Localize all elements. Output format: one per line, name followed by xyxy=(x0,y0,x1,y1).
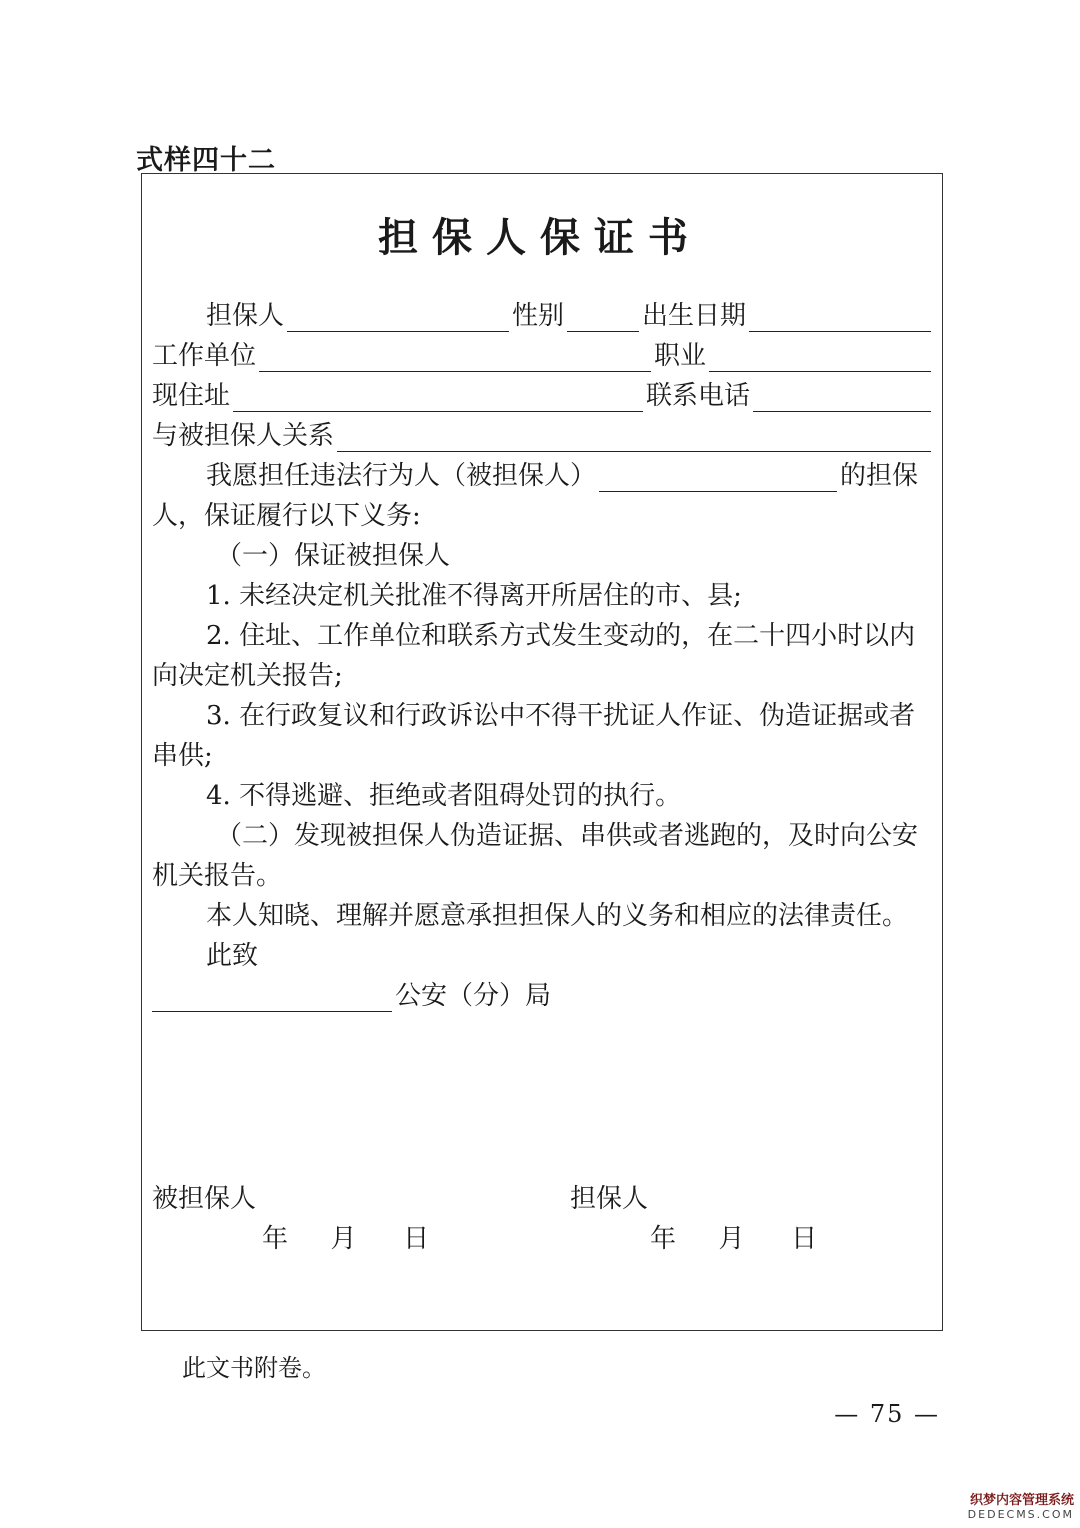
phone-blank[interactable] xyxy=(753,385,931,412)
obligation-item-2-line-1: 2. 住址、工作单位和联系方式发生变动的，在二十四小时以内 xyxy=(206,621,916,651)
pledge-row xyxy=(206,458,934,492)
month-label: 月 xyxy=(718,1224,745,1254)
offender-date xyxy=(262,1218,429,1255)
field-row-work-unit xyxy=(152,338,934,372)
guarantor-signature-label: 担保人 xyxy=(570,1184,649,1214)
salutation: 此致 xyxy=(206,941,259,971)
address-blank[interactable] xyxy=(233,385,643,412)
gender-label: 性别 xyxy=(512,301,565,331)
field-row-address xyxy=(152,378,934,412)
year-label: 年 xyxy=(262,1224,289,1254)
obligation-item-4: 4. 不得逃避、拒绝或者阻碍处罚的执行。 xyxy=(206,781,682,811)
footnote: 此文书附卷。 xyxy=(182,1354,326,1382)
section-two-line-2: 机关报告。 xyxy=(152,861,283,891)
relation-blank[interactable] xyxy=(337,425,931,452)
day-label: 日 xyxy=(403,1224,430,1254)
guarantor-label: 担保人 xyxy=(206,301,285,331)
occupation-label: 职业 xyxy=(654,341,707,371)
relation-label: 与被担保人关系 xyxy=(152,421,335,451)
statement: 本人知晓、理解并愿意承担担保人的义务和相应的法律责任。 xyxy=(206,901,909,931)
section-one-heading: （一）保证被担保人 xyxy=(216,541,451,571)
obligation-item-2-line-2: 向决定机关报告; xyxy=(152,661,343,691)
guarantor-date xyxy=(650,1218,817,1255)
work-unit-label: 工作单位 xyxy=(152,341,257,371)
page-number: — 75 — xyxy=(834,1400,940,1428)
watermark-line-1: 织梦内容管理系统 xyxy=(969,1493,1074,1508)
form-code: 式样四十二 xyxy=(136,145,276,176)
police-station-blank[interactable] xyxy=(152,985,392,1012)
birth-date-blank[interactable] xyxy=(749,305,931,332)
pledge-text-end: 的担保 xyxy=(840,461,919,491)
pledge-text-start: 我愿担任违法行为人（被担保人） xyxy=(206,461,597,491)
obligation-item-3-line-2: 串供; xyxy=(152,741,213,771)
document-title: 担保人保证书 xyxy=(378,214,702,261)
field-row-relation xyxy=(152,418,934,452)
pledge-continuation: 人，保证履行以下义务: xyxy=(152,501,421,531)
offender-signature-label: 被担保人 xyxy=(152,1184,257,1214)
month-label: 月 xyxy=(330,1224,357,1254)
work-unit-blank[interactable] xyxy=(259,345,651,372)
occupation-blank[interactable] xyxy=(709,345,931,372)
recipient-row xyxy=(152,978,551,1012)
guarantor-blank[interactable] xyxy=(287,305,509,332)
field-row-guarantor xyxy=(206,298,934,332)
offender-name-blank[interactable] xyxy=(599,465,837,492)
birth-date-label: 出生日期 xyxy=(642,301,747,331)
gender-blank[interactable] xyxy=(567,305,639,332)
obligation-item-1: 1. 未经决定机关批准不得离开所居住的市、县; xyxy=(206,581,742,611)
recipient-suffix: 公安（分）局 xyxy=(395,981,552,1011)
day-label: 日 xyxy=(791,1224,818,1254)
phone-label: 联系电话 xyxy=(646,381,751,411)
obligation-item-3-line-1: 3. 在行政复议和行政诉讼中不得干扰证人作证、伪造证据或者 xyxy=(206,701,916,731)
site-watermark xyxy=(968,1494,1074,1522)
year-label: 年 xyxy=(650,1224,677,1254)
section-two-line-1: （二）发现被担保人伪造证据、串供或者逃跑的，及时向公安 xyxy=(216,821,919,851)
address-label: 现住址 xyxy=(152,381,231,411)
watermark-line-2: DEDECMS.COM xyxy=(967,1508,1074,1521)
